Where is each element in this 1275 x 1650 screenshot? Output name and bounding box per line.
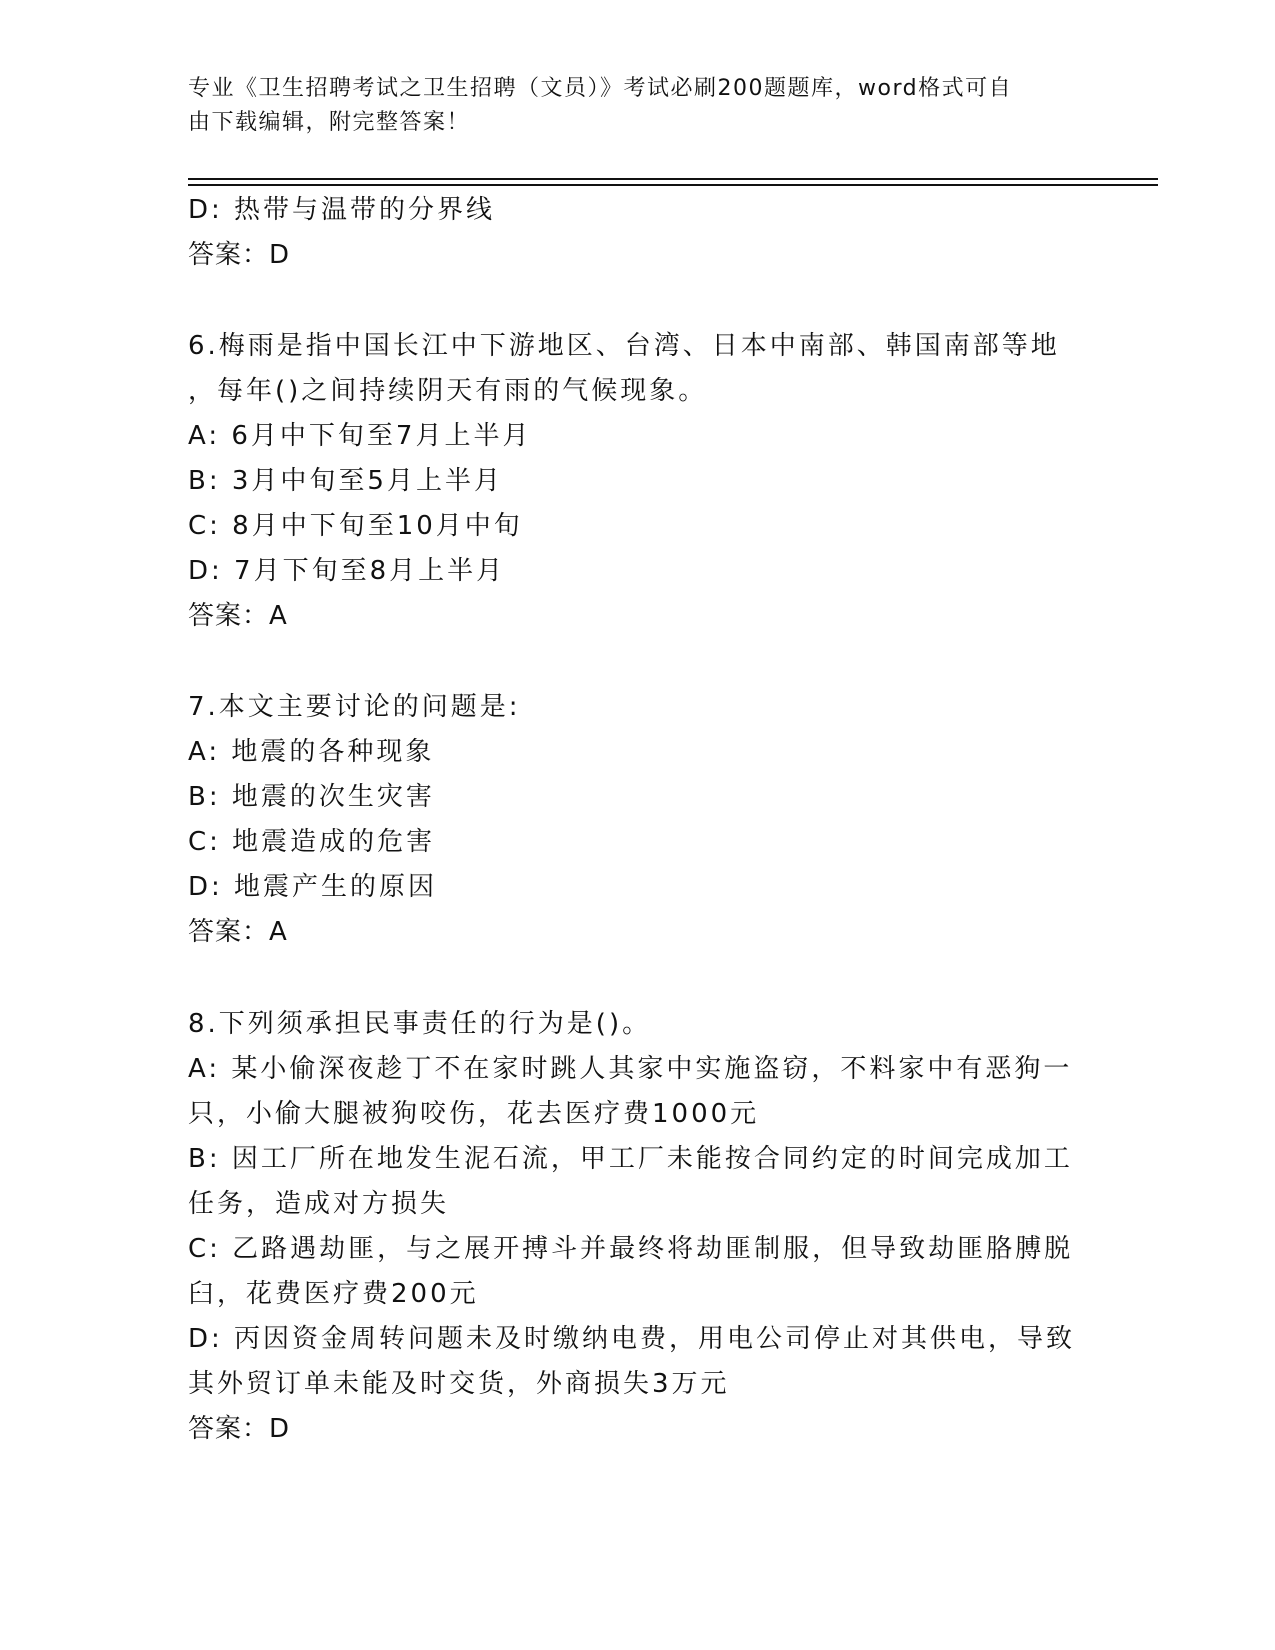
- question-content: [188, 188, 1088, 1452]
- spacer: [188, 639, 1088, 685]
- option-d: D: 地震产生的原因: [188, 872, 438, 902]
- question-stem: 8.下列须承担民事责任的行为是()。: [188, 1009, 652, 1039]
- answer: 答案：D: [188, 1414, 291, 1444]
- option-b: B: 3月中旬至5月上半月: [188, 466, 503, 496]
- question-6: [188, 324, 1088, 639]
- option-b: B: 因工厂所在地发生泥石流，甲工厂未能按合同约定的时间完成加工: [188, 1144, 1073, 1174]
- question-stem: 6.梅雨是指中国长江中下游地区、台湾、日本中南部、韩国南部等地: [188, 331, 1060, 361]
- spacer: [188, 955, 1088, 1002]
- option-a: A: 地震的各种现象: [188, 737, 435, 767]
- answer: 答案：A: [188, 917, 288, 947]
- option-a: A: 某小偷深夜趁丁不在家时跳人其家中实施盗窃，不料家中有恶狗一: [188, 1054, 1073, 1084]
- header-divider-bottom: [188, 184, 1158, 186]
- question-7: [188, 685, 1088, 955]
- header-line-1: 专业《卫生招聘考试之卫生招聘（文员）》考试必刷200题题库，word格式可自: [188, 76, 1013, 101]
- document-header: [188, 72, 1088, 140]
- header-line-2: 由下载编辑，附完整答案！: [188, 110, 471, 135]
- option-a-continued: 只，小偷大腿被狗咬伤，花去医疗费1000元: [188, 1099, 760, 1129]
- question-stem: 7.本文主要讨论的问题是:: [188, 692, 521, 722]
- option-c: C: 乙路遇劫匪，与之展开搏斗并最终将劫匪制服，但导致劫匪胳膊脱: [188, 1234, 1074, 1264]
- prev-answer: 答案：D: [188, 240, 291, 270]
- option-c: C: 地震造成的危害: [188, 827, 436, 857]
- option-c-continued: 臼，花费医疗费200元: [188, 1279, 479, 1309]
- option-b-continued: 任务，造成对方损失: [188, 1189, 450, 1219]
- option-c: C: 8月中下旬至10月中旬: [188, 511, 523, 541]
- spacer: [188, 278, 1088, 324]
- answer: 答案：A: [188, 601, 288, 631]
- prev-option-d: D: 热带与温带的分界线: [188, 195, 496, 225]
- question-8: [188, 1002, 1088, 1452]
- header-divider-top: [188, 178, 1158, 180]
- option-d: D: 7月下旬至8月上半月: [188, 556, 506, 586]
- option-b: B: 地震的次生灾害: [188, 782, 435, 812]
- option-d: D: 丙因资金周转问题未及时缴纳电费，用电公司停止对其供电，导致: [188, 1324, 1076, 1354]
- question-stem-continued: ，每年()之间持续阴天有雨的气候现象。: [188, 376, 708, 406]
- option-a: A: 6月中下旬至7月上半月: [188, 421, 532, 451]
- option-d-continued: 其外贸订单未能及时交货，外商损失3万元: [188, 1369, 730, 1399]
